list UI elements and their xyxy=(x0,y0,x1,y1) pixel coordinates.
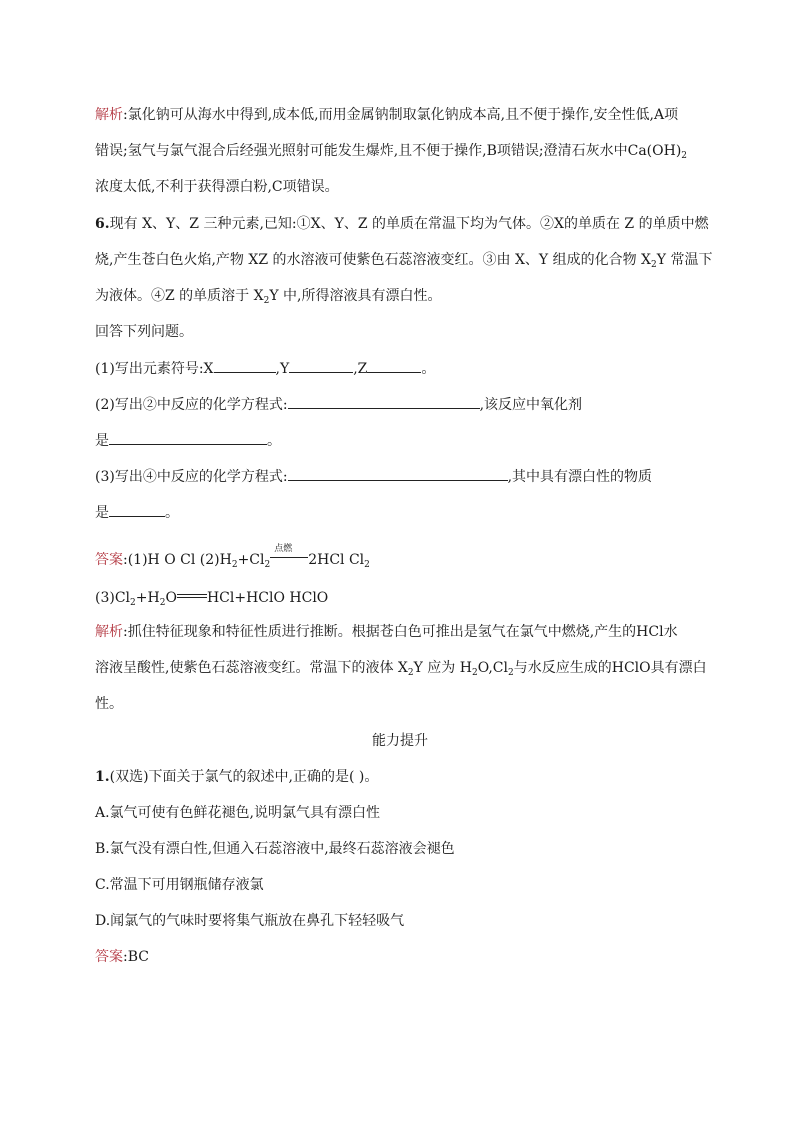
answer-blank-z[interactable] xyxy=(367,358,421,373)
explanation-line-2: 错误;氢气与氯气混合后经强光照射可能发生爆炸,且不便于操作,B项错误;澄清石灰水中$Ca(OH)_2$ xyxy=(95,143,688,161)
explanation-line-3: 浓度太低,不利于获得漂白粉,C项错误。 xyxy=(95,179,339,195)
answer-6-line-1: 答案:(1)H O Cl $(2)H_2+Cl_2$ 点燃 2HCl $Cl_2$ xyxy=(95,548,370,570)
answer-label: 答案 xyxy=(95,552,123,568)
question-number: 1. xyxy=(95,769,110,785)
question-6-line-1: 6.现有 X、Y、Z 三种元素,已知:①X、Y、Z 的单质在常温下均为气体。②X的单质在 Z 的单质中燃 xyxy=(95,216,709,232)
answer-blank-equation-4[interactable] xyxy=(288,466,508,481)
explanation-label: 解析 xyxy=(95,107,123,123)
answer-blank-y[interactable] xyxy=(289,358,353,373)
question-6-part-3: (3)写出④中反应的化学方程式: ,其中具有漂白性的物质 xyxy=(95,466,652,487)
question-6-prompt: 回答下列问题。 xyxy=(95,324,193,340)
section-title: 能力提升 xyxy=(372,733,428,749)
answer-blank-x[interactable] xyxy=(214,358,276,373)
question-6-part-2-cont: 是 。 xyxy=(95,430,281,451)
answer-blank-equation-2[interactable] xyxy=(288,394,480,409)
option-d[interactable]: D.闻氯气的气味时要将集气瓶放在鼻孔下轻轻吸气 xyxy=(95,913,405,929)
answer-value: :BC xyxy=(123,949,149,965)
option-c[interactable]: C.常温下可用钢瓶储存液氯 xyxy=(95,877,264,893)
question-6-part-1: (1)写出元素符号:X ,Y ,Z 。 xyxy=(95,358,435,379)
question-6-part-2: (2)写出②中反应的化学方程式: ,该反应中氧化剂 xyxy=(95,394,582,415)
answer-blank-oxidizer[interactable] xyxy=(109,430,267,445)
question-6-line-2: 烧,产生苍白色火焰,产物 XZ 的水溶液可使紫色石蕊溶液变红。③由 X、Y 组成的化合物 $X_2Y$ 常温下 xyxy=(95,252,713,270)
equals-sign xyxy=(177,586,207,606)
answer-6-line-2: $(3)Cl_2+H_2O$ HCl+HClO HClO xyxy=(95,586,328,608)
option-b[interactable]: B.氯气没有漂白性,但通入石蕊溶液中,最终石蕊溶液会褪色 xyxy=(95,841,455,857)
option-a[interactable]: A.氯气可使有色鲜花褪色,说明氯气具有漂白性 xyxy=(95,805,381,821)
explanation-2-line-2: 溶液呈酸性,使紫色石蕊溶液变红。常温下的液体 $X_2Y$ 应为 $H_2O,Cl_2$与水反应生成的HClO具有漂白 xyxy=(95,660,707,678)
reaction-arrow xyxy=(270,544,308,568)
answer-blank-bleaching[interactable] xyxy=(109,502,165,517)
explanation-line-1: 解析:氯化钠可从海水中得到,成本低,而用金属钠制取氯化钠成本高,且不便于操作,安全性低,A项 xyxy=(95,107,679,123)
explanation-label: 解析 xyxy=(95,624,123,640)
answer-label: 答案 xyxy=(95,949,123,965)
question-1-answer xyxy=(95,947,149,967)
question-6-part-3-cont: 是 。 xyxy=(95,502,179,523)
explanation-2-line-1: 解析:抓住特征现象和特征性质进行推断。根据苍白色可推出是氢气在氯气中燃烧,产生的HCl水 xyxy=(95,624,678,640)
question-1-stem: 1.(双选)下面关于氯气的叙述中,正确的是( )。 xyxy=(95,769,379,785)
explanation-2-line-3: 性。 xyxy=(95,696,123,712)
question-6-line-3: 为液体。④Z 的单质溶于 $X_2Y$ 中,所得溶液具有漂白性。 xyxy=(95,288,442,306)
question-number: 6. xyxy=(95,216,110,232)
reaction-condition: 点燃 xyxy=(274,544,293,554)
